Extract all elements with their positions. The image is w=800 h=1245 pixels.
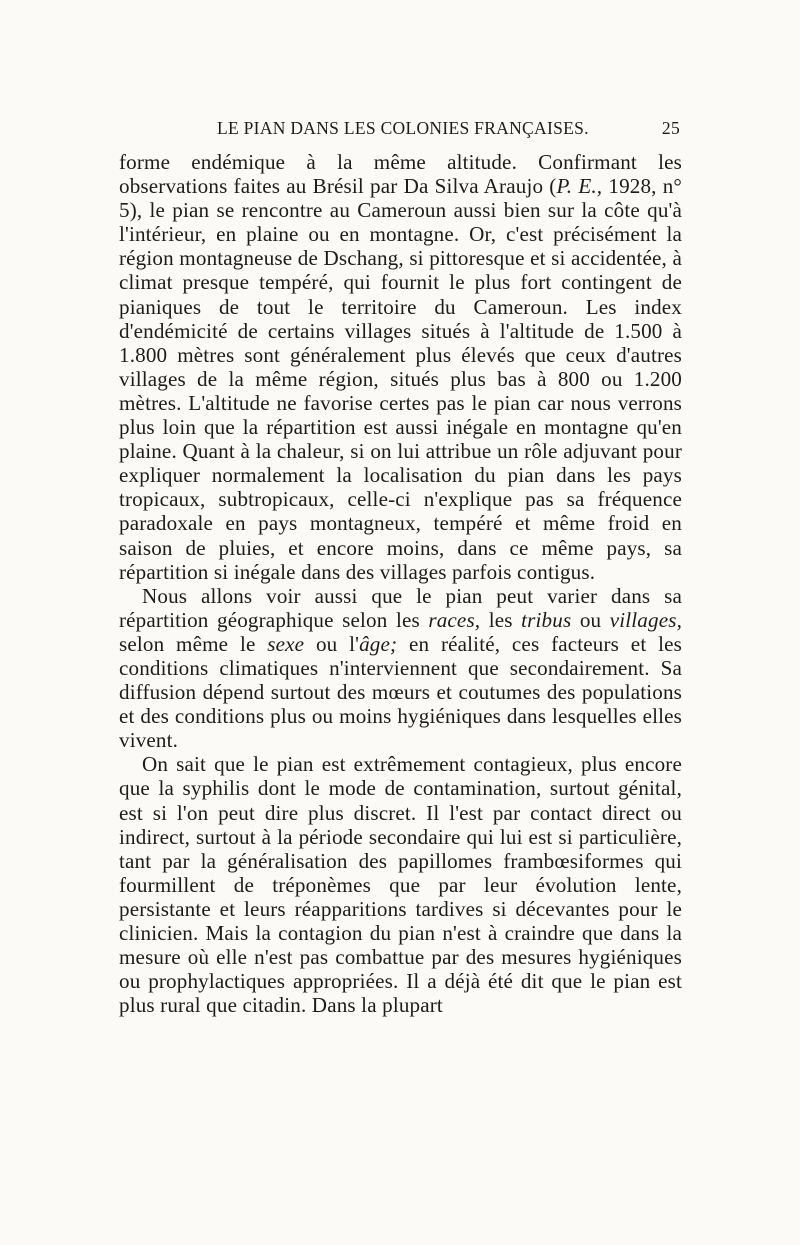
running-head bbox=[119, 112, 682, 142]
text-run: les bbox=[480, 607, 522, 632]
emphasis-tribus: tribus bbox=[521, 607, 572, 632]
body-text bbox=[119, 150, 682, 1017]
text-run: selon même le bbox=[119, 631, 268, 656]
page-number: 25 bbox=[661, 118, 680, 138]
emphasis-age: âge; bbox=[359, 631, 398, 656]
text-run: 1928, n° 5), le pian se rencontre au Cameroun aussi bien sur la côte qu'à l'intérieur, en plaine ou en montagne. Or, c'est précisément la région montagneuse de Dschang, si pittoresque et si accidentée, à climat presque tempéré, qui fournit le plus fort contingent de pianiques de tout le territoire du Cameroun. Les index d'endémicité de certains villages situés à l'altitude de 1.500 à 1.800 mètres sont généralement plus élevés que ceux d'autres villages de la même région, situés plus bas à 800 ou 1.200 mètres. L'altitude ne favorise certes pas le pian car nous verrons plus loin que la répartition est aussi inégale en montagne qu'en plaine. Quant à la chaleur, si on lui attribue un rôle adjuvant pour expliquer normalement la localisation du pian dans les pays tropicaux, subtropicaux, celle-ci n'explique pas sa fréquence paradoxale en pays montagneux, tempéré et même froid en saison de pluies, et encore moins, dans ce même pays, sa répartition si inégale dans des villages parfois contigus. bbox=[119, 174, 683, 584]
book-page bbox=[119, 112, 682, 1017]
text-run: ou l' bbox=[304, 631, 360, 656]
text-run: Nous allons voir aussi que le pian peut varier dans sa répartition géographique selon les bbox=[119, 583, 682, 632]
text-run: ou bbox=[571, 607, 610, 632]
running-title: LE PIAN DANS LES COLONIES FRANÇAISES. bbox=[217, 118, 589, 138]
paragraph-1 bbox=[119, 150, 682, 584]
emphasis-races: races, bbox=[428, 607, 481, 632]
text-run: forme endémique à la même altitude. Confirmant les observations faites au Brésil par Da Silva Araujo ( bbox=[119, 150, 682, 199]
emphasis-sexe: sexe bbox=[267, 631, 305, 656]
citation-ref: P. E., bbox=[556, 174, 603, 199]
paragraph-3: On sait que le pian est extrêmement contagieux, plus encore que la syphilis dont le mode de contamination, surtout génital, est si l'on peut dire plus discret. Il l'est par contact direct ou indirect, surtout à la période secondaire qui lui est si particulière, tant par la généralisation des papillomes frambœsiformes qui fourmillent de tréponèmes que par leur évolution lente, persistante et leurs réapparitions tardives si décevantes pour le clinicien. Mais la contagion du pian n'est à craindre que dans la mesure où elle n'est pas combattue par des mesures hygiéniques ou prophylactiques appropriées. Il a déjà été dit que le pian est plus rural que citadin. Dans la plupart bbox=[119, 752, 682, 1018]
emphasis-villages: villages, bbox=[609, 607, 682, 632]
text-run: en réalité, ces facteurs et les conditions climatiques n'interviennent que secondairement. Sa diffusion dépend surtout des mœurs et coutumes des populations et des conditions plus ou moins hygiéniques dans lesquelles elles vivent. bbox=[119, 631, 682, 753]
paragraph-2 bbox=[119, 584, 682, 753]
